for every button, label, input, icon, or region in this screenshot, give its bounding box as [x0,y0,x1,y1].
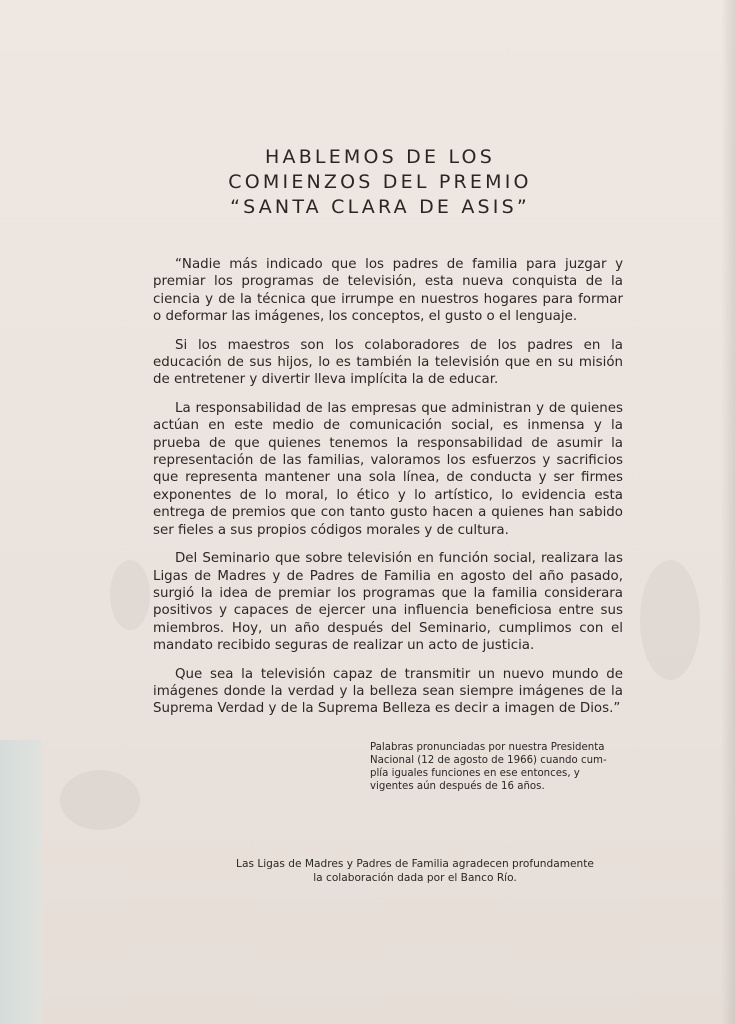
attribution-note [370,741,620,793]
title-line-2: COMIENZOS DEL PREMIO [228,171,532,193]
paragraph: Del Seminario que sobre televisión en función social, realizara las Ligas de Madres y de Padres de Familia en agosto del año pasado, surgió la idea de premiar los programas que la familia considerara positivos y capaces de ejercer una influencia beneficiosa entre sus miembros. Hoy, un año después del Seminario, cumplimos con el mandato recibido seguras de realizar un acto de justicia. [153,551,623,654]
attribution-line-3: plía iguales funciones en ese entonces, y [370,768,580,779]
page-edge-shadow [721,0,735,1024]
attribution-line-4: vigentes aún después de 16 años. [370,781,545,792]
paragraph: Si los maestros son los colaboradores de los padres en la educación de sus hijos, lo es también la televisión que en su misión de entretener y divertir lleva implícita la de educar. [153,337,623,388]
attribution-line-1: Palabras pronunciadas por nuestra Presidenta [370,742,605,753]
show-through-smudge [110,560,150,630]
title-line-1: HABLEMOS DE LOS [265,146,495,168]
show-through-smudge [640,560,700,680]
speech-body [153,256,623,729]
acknowledgement-line-1: Las Ligas de Madres y Padres de Familia agradecen profundamente [236,858,594,870]
paragraph: “Nadie más indicado que los padres de familia para juzgar y premiar los programas de televisión, esta nueva conquista de la ciencia y de la técnica que irrumpe en nuestros hogares para formar o deformar las imágenes, los conceptos, el gusto o el lenguaje. [153,257,623,325]
show-through-smudge [60,770,140,830]
attribution-line-2: Nacional (12 de agosto de 1966) cuando cum- [370,755,607,766]
document-title [150,145,610,220]
page-left-strip [0,740,42,1024]
acknowledgement-line-2: la colaboración dada por el Banco Río. [313,872,517,884]
acknowledgement [180,857,650,885]
title-line-3: “SANTA CLARA DE ASIS” [230,196,530,218]
paragraph: La responsabilidad de las empresas que administran y de quienes actúan en este medio de comunicación social, es inmensa y la prueba de que quienes tenemos la responsabilidad de asumir la representación de las familias, valoramos los esfuerzos y sacrificios que representa mantener una sola línea, de conducta y ser firmes exponentes de lo moral, lo ético y lo artístico, lo evidencia esta entrega de premios que con tanto gusto hacen a quienes han sabido ser fieles a sus propios códigos morales y de cultura. [153,400,623,538]
paragraph: Que sea la televisión capaz de transmitir un nuevo mundo de imágenes donde la verdad y la belleza sean siempre imágenes de la Suprema Verdad y de la Suprema Belleza es decir a imagen de Dios.” [153,666,623,717]
